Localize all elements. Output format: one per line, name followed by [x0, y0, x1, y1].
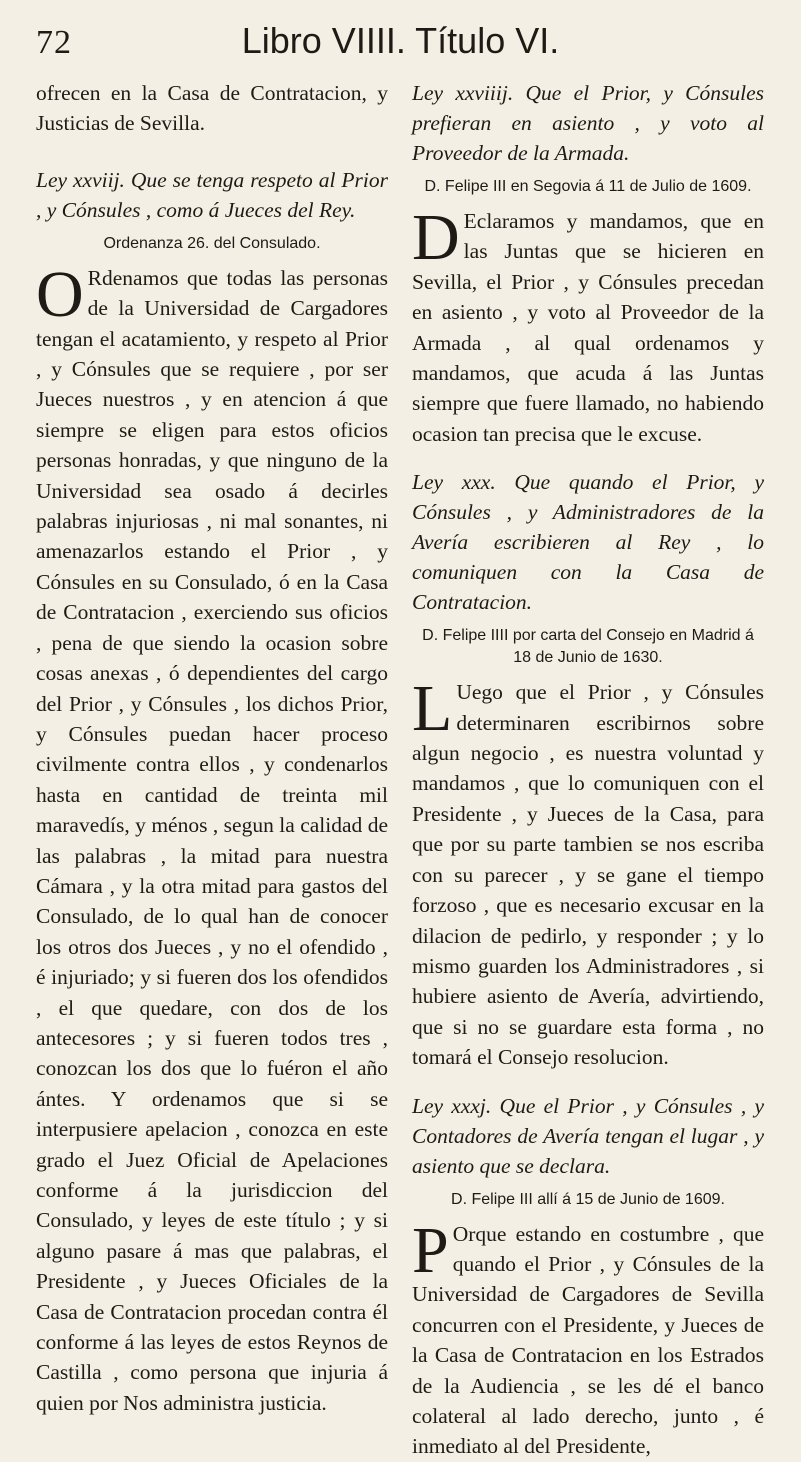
continued-paragraph: ofrecen en la Casa de Contratacion, y Justicias de Sevilla. [36, 81, 388, 136]
law-31-body [412, 1213, 764, 1462]
law-30-title: Ley xxx. Que quando el Prior, y Cónsules , y Administradores de la Avería escribieren al Rey , lo comuniquen con la Casa de Contratacion. [412, 470, 764, 615]
law-30-text: Uego que el Prior , y Cónsules determinaren escribirnos sobre algun negocio , es nuestra voluntad y mandamos , que lo comuniquen con el Presidente , y Jueces de la Casa, para que por su parte tambien se nos escriba con su parecer , y se gane el tiempo forzoso , que es necesario excusar en la dilacion de pedirlo, y responder ; y lo mismo guarden los Administradores , si hubiere asiento de Avería, advirtiendo, que si no se guardare esta forma , no tomará el Consejo resolucion. [412, 680, 764, 1070]
law-29-source: D. Felipe III en Segovia á 11 de Julio de 1609. [424, 178, 752, 195]
law-31-text: Orque estando en costumbre , que quando el Prior , y Cónsules de la Universidad de Cargadores de Sevilla concurren con el Presidente, y Jueces de la Casa de Contratacion en los Estrados de la Audiencia , se les dé el banco colateral al lado derecho, junto , é inmediato al del Presidente, [412, 1221, 764, 1459]
law-30-dropcap: L [412, 672, 453, 746]
law-29-text: Eclaramos y mandamos, que en las Juntas que se hicieren en Sevilla, el Prior , y Cónsules precedan en asiento , y voto al Proveedor de la Armada , al qual ordenamos y mandamos, que acuda á las Juntas siempre que fuere llamado, no habiendo ocasion tan precisa que le excuse. [412, 209, 764, 446]
law-31-source: D. Felipe III allí á 15 de Junio de 1609. [451, 1190, 725, 1208]
right-column [412, 78, 764, 1462]
law-28-source: Ordenanza 26. del Consulado. [103, 234, 321, 252]
law-30-body [412, 672, 764, 1072]
law-29-title: Ley xxviiij. Que el Prior, y Cónsules prefieran en asiento , y voto al Proveedor de la Armada. [412, 81, 764, 165]
running-title: Libro VIIII. Título VI. [241, 20, 560, 61]
left-column [36, 78, 388, 1418]
law-31-title: Ley xxxj. Que el Prior , y Cónsules , y Contadores de Avería tengan el lugar , y asiento que se declara. [412, 1093, 764, 1178]
law-31-dropcap: P [412, 1213, 449, 1287]
page-header [0, 18, 801, 68]
law-28-dropcap: O [36, 257, 84, 331]
law-30-source: D. Felipe IIII por carta del Consejo en Madrid á 18 de Junio de 1630. [422, 627, 754, 667]
law-28-text: Rdenamos que todas las personas de la Universidad de Cargadores tengan el acatamiento, y respeto al Prior , y Cónsules que se requiere , por ser Jueces nuestros , y en atencion á que siempre se eligen para estos oficios personas honradas, y que ninguno de la Universidad sea osado á decirles palabras injuriosas , ni mal sonantes, ni amenazarlos estando el Prior , y Cónsules en su Consulado, ó en la Casa de Contratacion , exerciendo sus oficios , pena de que siendo la ocasion sobre cosas anexas , ó dependientes del cargo del Prior , y Cónsules , los dichos Prior, y Cónsules puedan hacer proceso civilmente contra ellos , y condenarlos hasta en cantidad de treinta mil maravedís, y ménos , segun la calidad de las palabras , la mitad para nuestra Cámara , y la otra mitad para gastos del Consulado, de lo qual han de conocer los otros dos Jueces , y no el ofendido , é injuriado; y si fueren dos los ofendidos , el que quedare, con dos de los antecesores ; y si fueren todos tres , conozcan los dos que lo fuéron el año ántes. Y ordenamos que si se interpusiere apelacion , conozca en este grado el Juez Oficial de Apelaciones conforme á la jurisdiccion del Consulado, y leyes de este título ; y si alguno pasare á mas que palabras, el Presidente , y Jueces Oficiales de la Casa de Contratacion procedan contra él conforme á las leyes de estos Reynos de Castilla , como persona que injuria á quien por Nos administra justicia. [36, 265, 388, 1415]
page-number: 72 [36, 24, 72, 61]
law-29-body [412, 201, 764, 449]
law-28-title: Ley xxviij. Que se tenga respeto al Prior , y Cónsules , como á Jueces del Rey. [36, 167, 388, 222]
law-29-dropcap: D [412, 201, 460, 274]
law-28-body [36, 257, 388, 1418]
